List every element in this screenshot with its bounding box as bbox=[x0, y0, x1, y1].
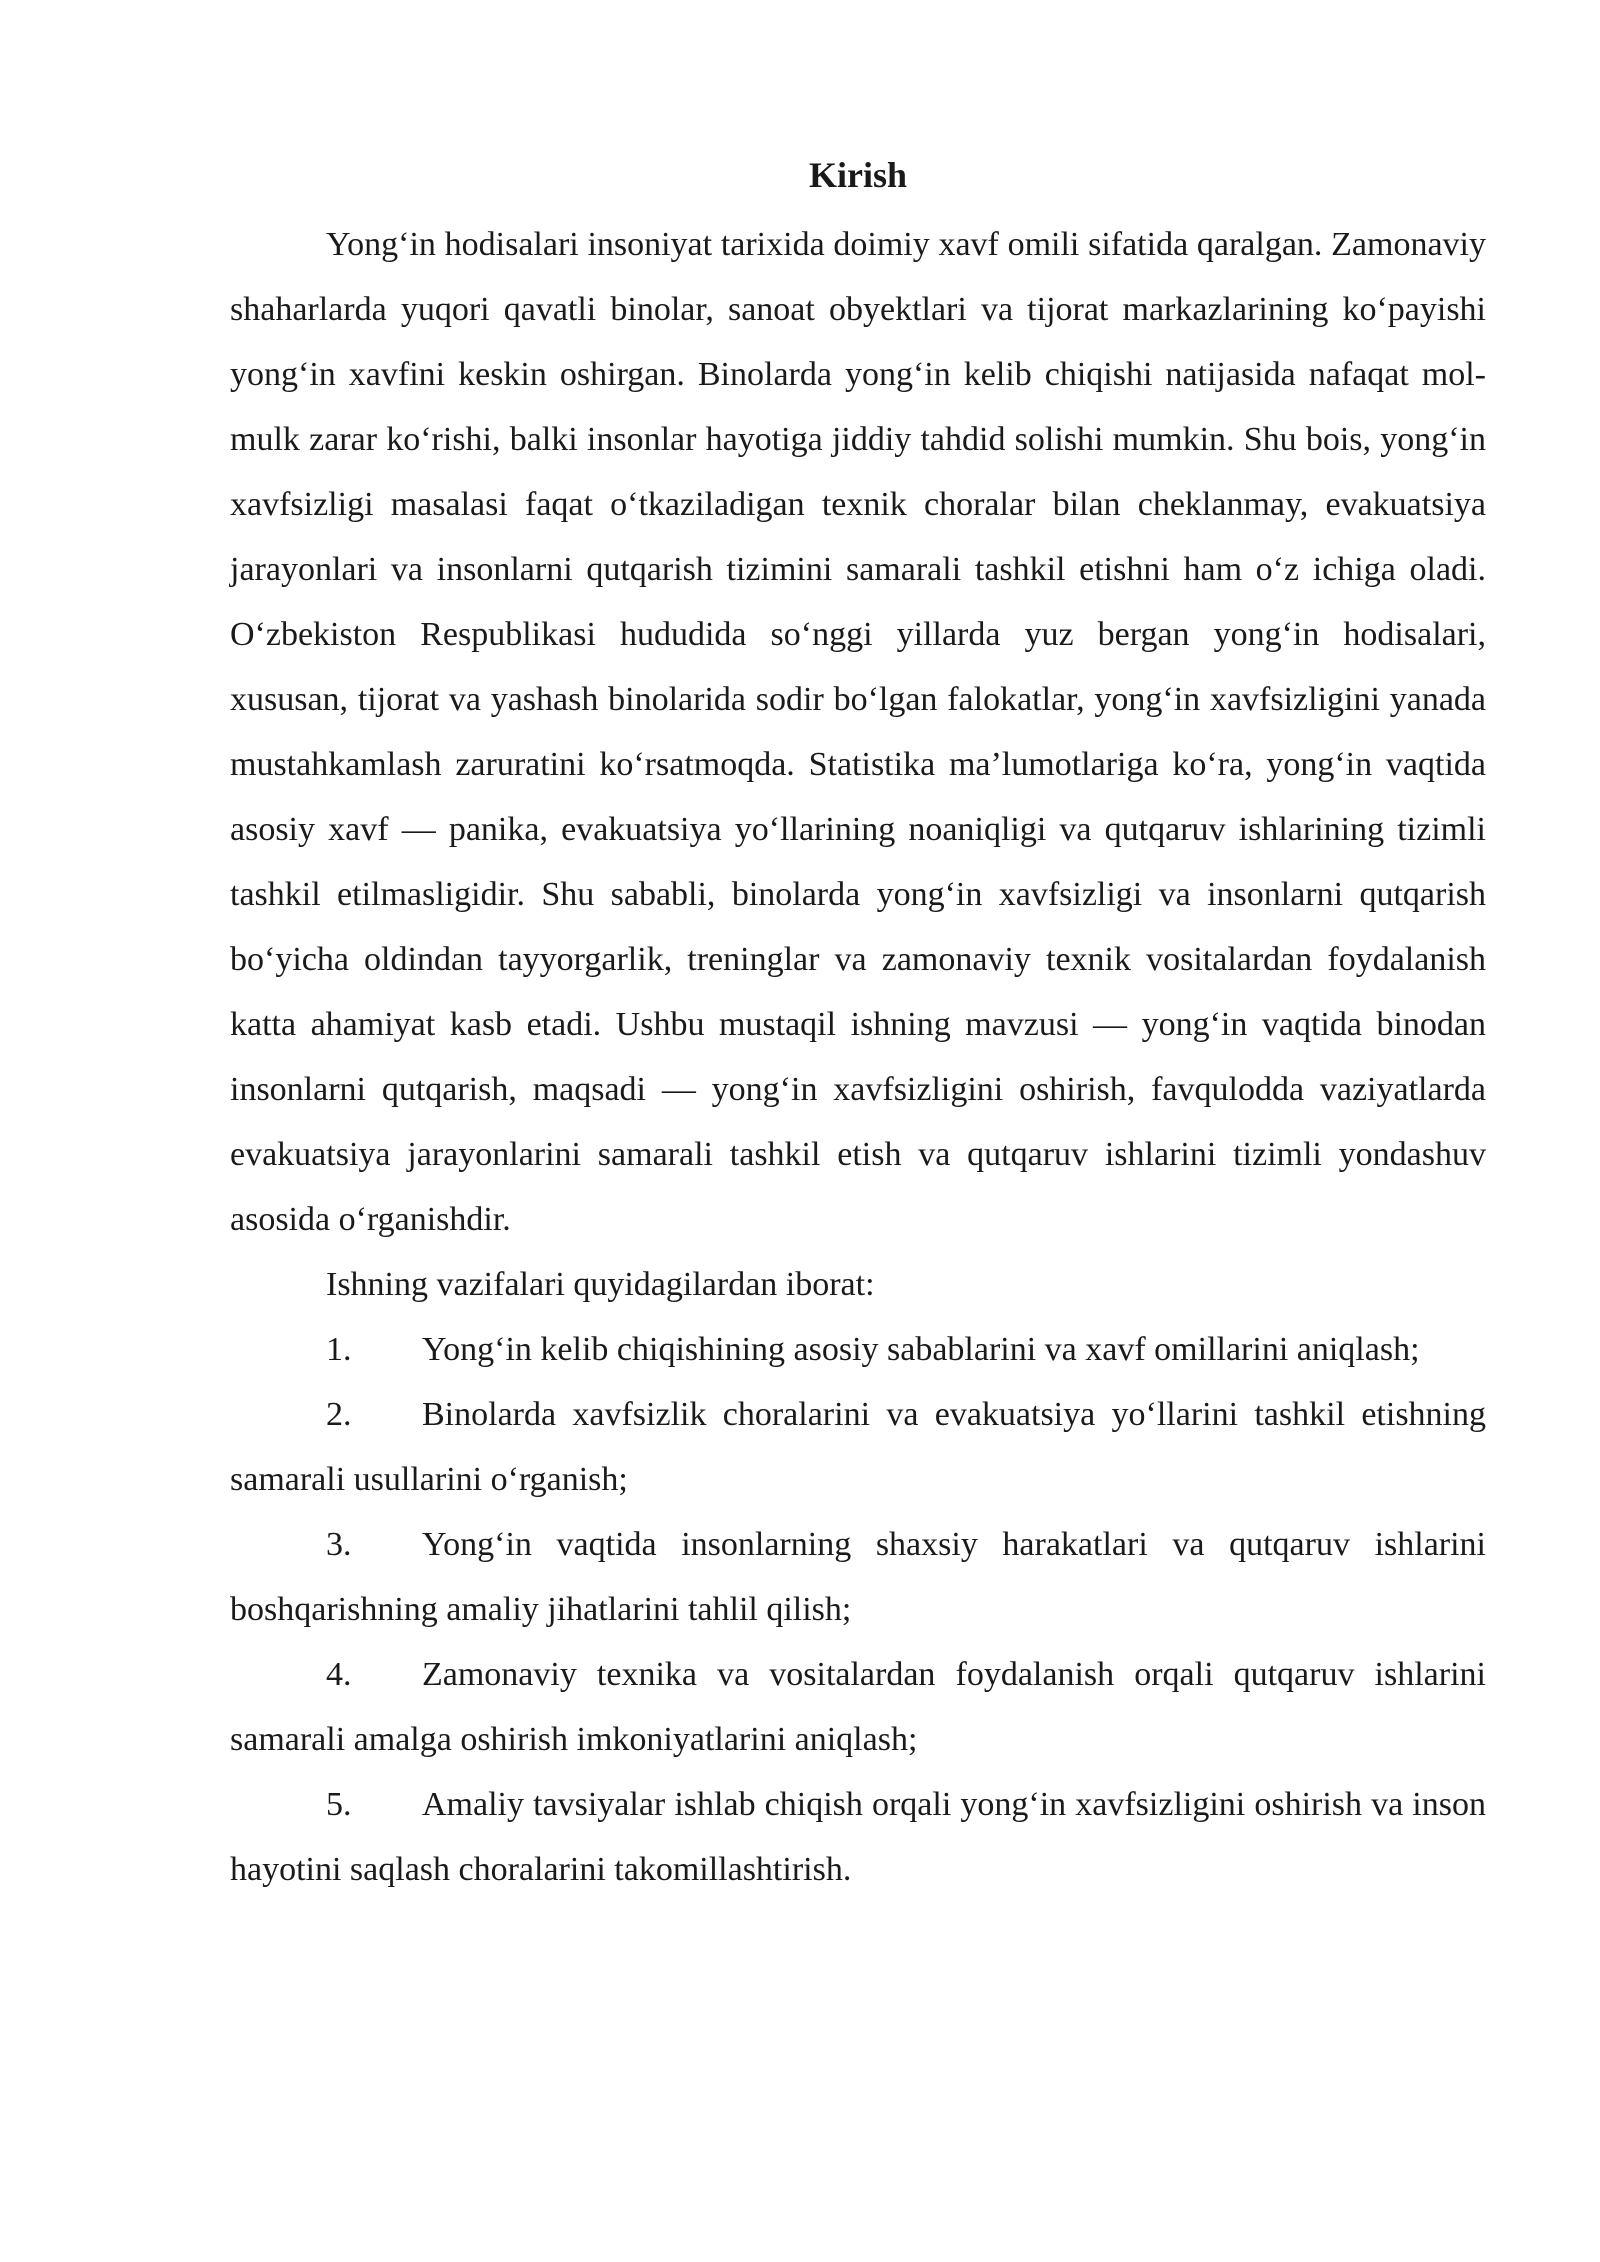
list-item-text: Zamonaviy texnika va vositalardan foydalanish orqali qutqaruv ishlarini samarali amalga oshirish imkoniyatlarini aniqlash; bbox=[230, 1656, 1486, 1758]
list-item-text: Yong‘in kelib chiqishining asosiy sabablarini va xavf omillarini aniqlash; bbox=[422, 1331, 1420, 1368]
document-page bbox=[230, 148, 1486, 1902]
list-item-text: Binolarda xavfsizlik choralarini va evakuatsiya yo‘llarini tashkil etishning samarali usullarini o‘rganish; bbox=[230, 1396, 1486, 1498]
list-item-number: 3. bbox=[326, 1526, 352, 1563]
list-item bbox=[230, 1512, 1486, 1642]
list-item-number: 2. bbox=[326, 1396, 352, 1433]
list-item-text: Amaliy tavsiyalar ishlab chiqish orqali yong‘in xavfsizligini oshirish va inson hayotini saqlash choralarini takomillashtirish. bbox=[230, 1786, 1486, 1888]
tasks-intro: Ishning vazifalari quyidagilardan iborat: bbox=[326, 1266, 875, 1303]
list-item bbox=[230, 1772, 1486, 1902]
list-item-number: 5. bbox=[326, 1786, 352, 1823]
list-item bbox=[230, 1317, 1486, 1382]
list-item bbox=[230, 1642, 1486, 1772]
list-item-text: Yong‘in vaqtida insonlarning shaxsiy harakatlari va qutqaruv ishlarini boshqarishning amaliy jihatlarini tahlil qilish; bbox=[230, 1526, 1486, 1628]
list-item bbox=[230, 1382, 1486, 1512]
tasks-list bbox=[230, 1317, 1486, 1902]
intro-paragraph: Yong‘in hodisalari insoniyat tarixida doimiy xavf omili sifatida qaralgan. Zamonaviy shaharlarda yuqori qavatli binolar, sanoat obyektlari va tijorat markazlarining ko‘payishi yong‘in xavfini keskin oshirgan. Binolarda yong‘in kelib chiqishi natijasida nafaqat mol-mulk zarar ko‘rishi, balki insonlar hayotiga jiddiy tahdid solishi mumkin. Shu bois, yong‘in xavfsizligi masalasi faqat o‘tkaziladigan texnik choralar bilan cheklanmay, evakuatsiya jarayonlari va insonlarni qutqarish tizimini samarali tashkil etishni ham o‘z ichiga oladi. O‘zbekiston Respublikasi hududida so‘nggi yillarda yuz bergan yong‘in hodisalari, xususan, tijorat va yashash binolarida sodir bo‘lgan falokatlar, yong‘in xavfsizligini yanada mustahkamlash zaruratini ko‘rsatmoqda. Statistika ma’lumotlariga ko‘ra, yong‘in vaqtida asosiy xavf — panika, evakuatsiya yo‘llarining noaniqligi va qutqaruv ishlarining tizimli tashkil etilmasligidir. Shu sababli, binolarda yong‘in xavfsizligi va insonlarni qutqarish bo‘yicha oldindan tayyorgarlik, treninglar va zamonaviy texnik vositalardan foydalanish katta ahamiyat kasb etadi. Ushbu mustaqil ishning mavzusi — yong‘in vaqtida binodan insonlarni qutqarish, maqsadi — yong‘in xavfsizligini oshirish, favqulodda vaziyatlarda evakuatsiya jarayonlarini samarali tashkil etish va qutqaruv ishlarini tizimli yondashuv asosida o‘rganishdir. bbox=[230, 226, 1486, 1238]
page-title: Kirish bbox=[808, 155, 907, 195]
list-item-number: 1. bbox=[326, 1331, 352, 1368]
list-item-number: 4. bbox=[326, 1656, 352, 1693]
